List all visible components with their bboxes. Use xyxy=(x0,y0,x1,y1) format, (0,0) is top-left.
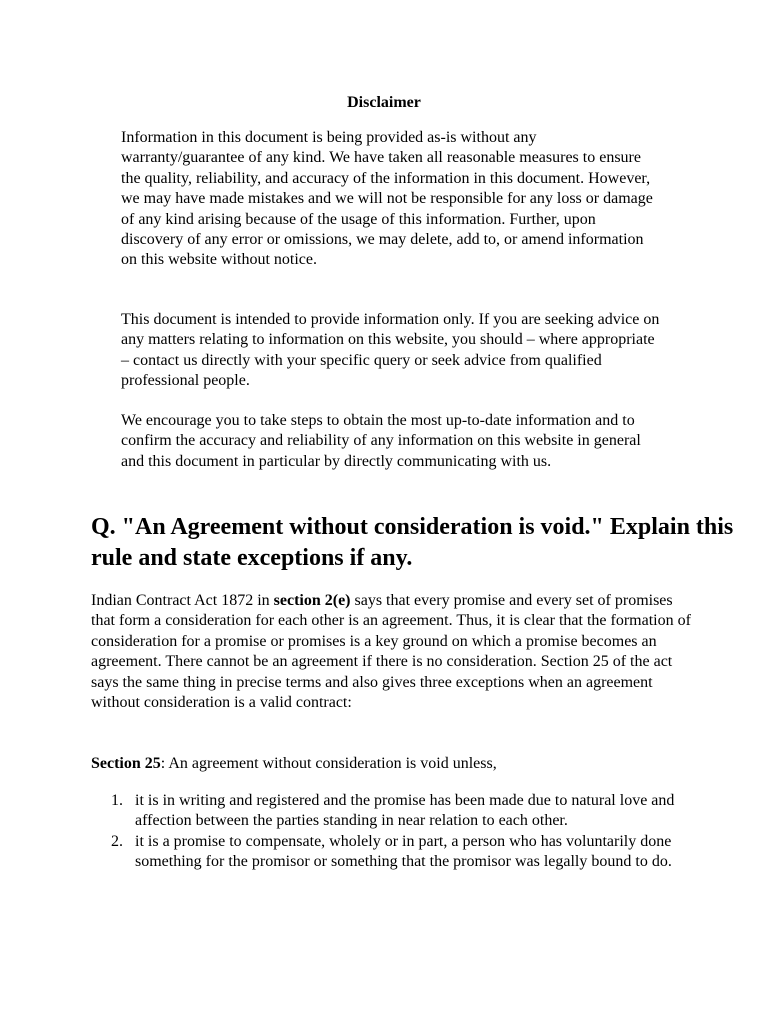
list-item xyxy=(91,791,711,832)
list-item xyxy=(91,832,711,873)
list-item-text: it is a promise to compensate, wholely or in part, a person who has voluntarily done something for the promisor or something that the promisor was legally bound to do. xyxy=(135,832,672,871)
section-25-label: Section 25 xyxy=(91,755,161,772)
section-reference: section 2(e) xyxy=(273,592,351,609)
question-heading: Q. "An Agreement without consideration is void." Explain this rule and state exceptions if any. xyxy=(91,514,734,571)
disclaimer-paragraph: This document is intended to provide information only. If you are seeking advice on any matters relating to information on this website, you should – where appropriate – contact us directly with your specific query or seek advice from qualified professional people. xyxy=(121,311,660,390)
section-25-text: : An agreement without consideration is void unless, xyxy=(160,755,497,772)
disclaimer-paragraph: Information in this document is being provided as-is without any warranty/guarantee of any kind. We have taken all reasonable measures to ensure the quality, reliability, and accuracy of the information in this document. However, we may have made mistakes and we will not be responsible for any loss or damage of any kind arising because of the usage of this information. Further, upon discovery of any error or omissions, we may delete, add to, or amend information on this website without notice. xyxy=(121,129,653,269)
intro-paragraph xyxy=(91,591,691,713)
list-item-number: 2. xyxy=(111,832,123,850)
intro-text: says that every promise and every set of promises that form a consideration for each other is an agreement. Thus, it is clear that the formation of consideration for a promise or promises is a key ground on which a promise becomes an agreement. There cannot be an agreement if there is no consideration. Section 25 of the act says the same thing in precise terms and also gives three exceptions when an agreement without consideration is a valid contract: xyxy=(91,592,691,712)
disclaimer-paragraph: We encourage you to take steps to obtain the most up-to-date information and to confirm the accuracy and reliability of any information on this website in general and this document in particular by directly communicating with us. xyxy=(121,412,641,470)
disclaimer-title: Disclaimer xyxy=(347,94,421,111)
intro-prefix: Indian Contract Act 1872 in xyxy=(91,592,274,609)
exceptions-list xyxy=(91,791,711,873)
list-item-number: 1. xyxy=(111,792,123,809)
section-25-paragraph xyxy=(91,754,691,774)
list-item-text: it is in writing and registered and the promise has been made due to natural love and affection between the parties standing in near relation to each other. xyxy=(135,792,675,830)
